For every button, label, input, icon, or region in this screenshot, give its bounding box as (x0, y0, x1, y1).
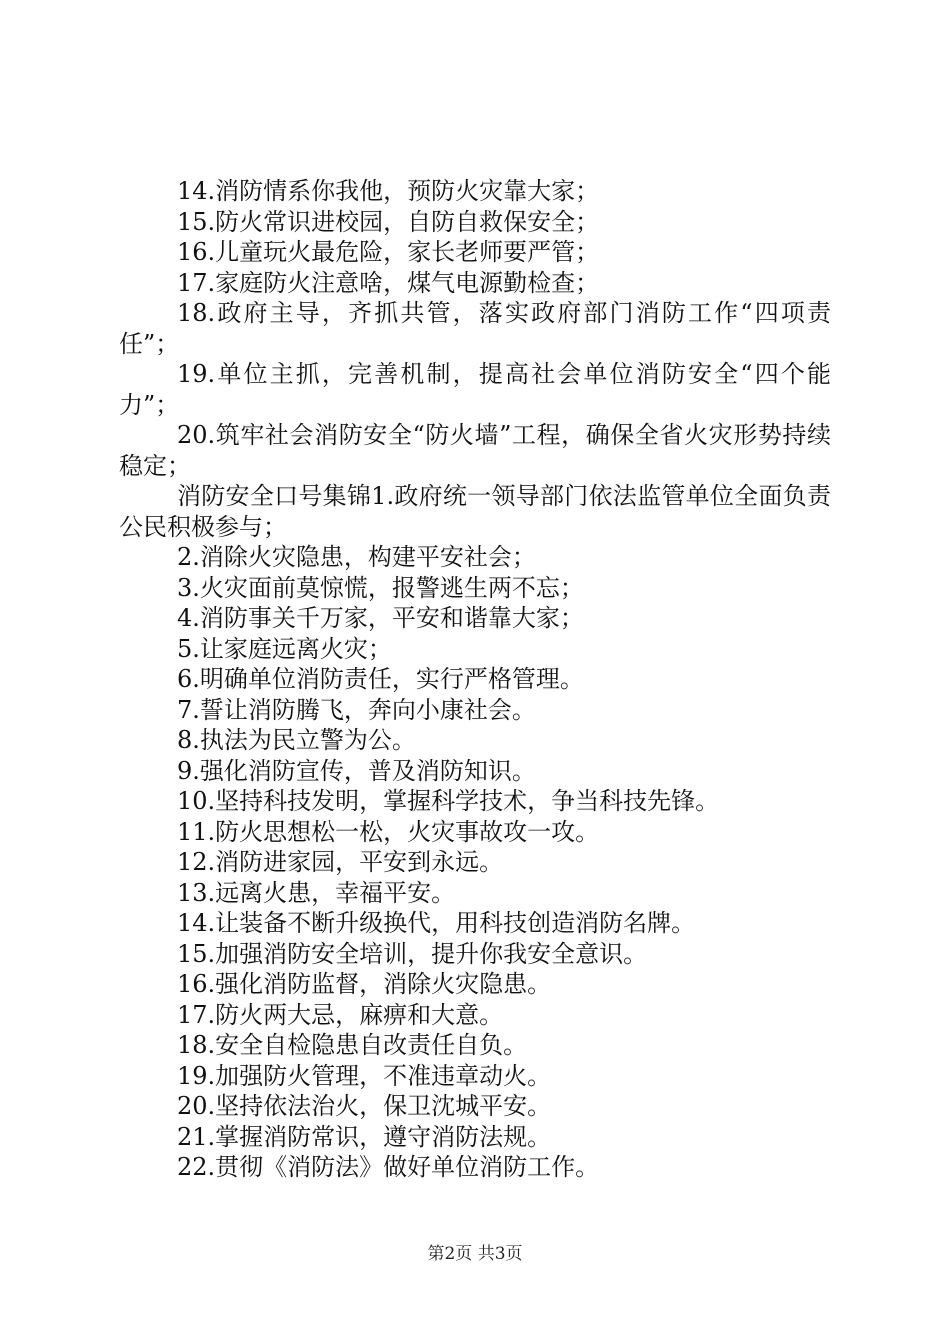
paragraph: 21.掌握消防常识，遵守消防法规。 (177, 1122, 552, 1151)
paragraph: 3.火灾面前莫惊慌，报警逃生两不忘； (177, 573, 584, 602)
paragraph: 14.消防情系你我他，预防火灾靠大家； (177, 177, 600, 205)
paragraph: 8.执法为民立警为公。 (177, 726, 416, 754)
paragraph: 18.政府主导，齐抓共管，落实政府部门消防工作“四项责任”； (119, 299, 831, 358)
paragraph: 15.加强消防安全培训，提升你我安全意识。 (177, 939, 648, 968)
paragraph: 19.加强防火管理，不准违章动火。 (177, 1061, 552, 1090)
paragraph: 6.明确单位消防责任，实行严格管理。 (177, 665, 584, 693)
paragraph: 7.誓让消防腾飞，奔向小康社会。 (177, 695, 536, 724)
paragraph: 17.防火两大忌，麻痹和大意。 (177, 1000, 504, 1029)
paragraph: 12.消防进家园，平安到永远。 (177, 848, 504, 876)
paragraph: 15.防火常识进校园，自防自救保安全； (177, 207, 600, 236)
paragraph: 14.让装备不断升级换代，用科技创造消防名牌。 (177, 909, 696, 937)
page-footer (0, 1244, 950, 1264)
document-body (119, 176, 831, 1183)
paragraph: 17.家庭防火注意啥，煤气电源勤检查； (177, 268, 600, 297)
paragraph: 20.坚持依法治火，保卫沈城平安。 (177, 1092, 552, 1120)
paragraph: 4.消防事关千万家，平安和谐靠大家； (177, 604, 584, 632)
paragraph: 消防安全口号集锦1.政府统一领导部门依法监管单位全面负责公民积极参与； (119, 482, 831, 541)
paragraph: 10.坚持科技发明，掌握科学技术，争当科技先锋。 (177, 787, 720, 815)
paragraph: 16.强化消防监督，消除火灾隐患。 (177, 970, 552, 998)
paragraph: 2.消除火灾隐患，构建平安社会； (177, 543, 536, 571)
paragraph: 13.远离火患，幸福平安。 (177, 878, 456, 907)
paragraph: 20.筑牢社会消防安全“防火墙”工程，确保全省火灾形势持续稳定； (119, 421, 831, 480)
paragraph: 19.单位主抓，完善机制，提高社会单位消防安全“四个能力”； (119, 360, 831, 419)
paragraph: 5.让家庭远离火灾； (177, 634, 392, 663)
paragraph: 11.防火思想松一松，火灾事故攻一攻。 (177, 817, 600, 846)
paragraph: 9.强化消防宣传，普及消防知识。 (177, 756, 536, 785)
page-number-label: 第2页 共3页 (427, 1244, 523, 1264)
paragraph: 22.贯彻《消防法》做好单位消防工作。 (177, 1153, 600, 1181)
paragraph: 16.儿童玩火最危险，家长老师要严管； (177, 238, 600, 266)
paragraph: 18.安全自检隐患自改责任自负。 (177, 1031, 528, 1059)
